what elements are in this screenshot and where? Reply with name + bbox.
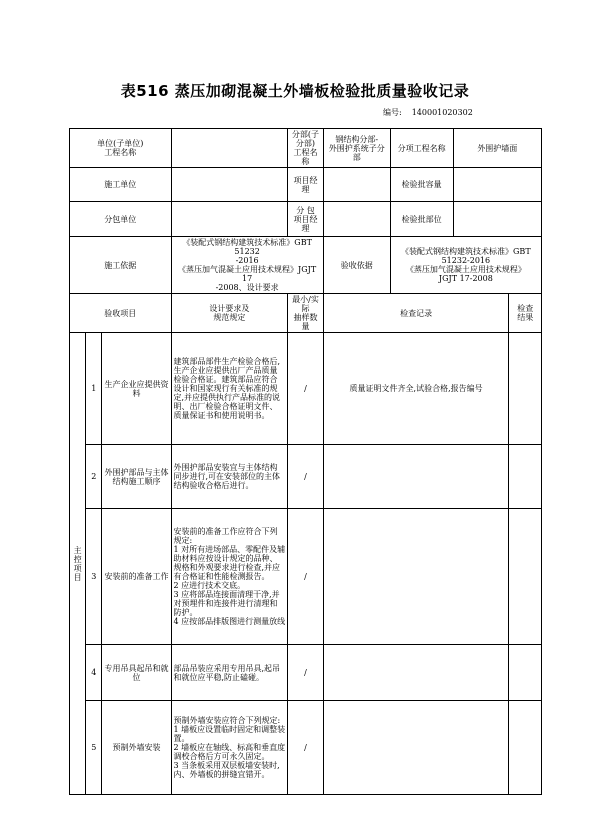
- row-spec: 部品吊装应采用专用吊具,起吊和就位应平稳,防止磕碰。: [171, 645, 288, 701]
- row-number: 3: [86, 509, 102, 645]
- row-spec: 外围护部品安装宜与主体结构同步进行,可在安装部位的主体结构验收合格后进行。: [171, 445, 288, 509]
- column-header-row: [70, 294, 542, 333]
- row-item-name: 外围护部品与主体结构施工顺序: [102, 445, 171, 509]
- col-header-spec: 设计要求及 规范规定: [171, 294, 288, 333]
- row-record[interactable]: 质量证明文件齐全,试验合格,报告编号: [323, 333, 509, 445]
- row-record[interactable]: [323, 445, 509, 509]
- row-number: 4: [86, 645, 102, 701]
- construction-unit-value[interactable]: [171, 168, 288, 202]
- construction-unit-row: [70, 168, 542, 202]
- row-sample[interactable]: /: [288, 509, 324, 645]
- row-result[interactable]: [509, 445, 542, 509]
- row-item-name: 安装前的准备工作: [102, 509, 171, 645]
- row-record[interactable]: [323, 509, 509, 645]
- record-number-label: 编号:: [383, 108, 402, 117]
- basis-row: [70, 237, 542, 294]
- col-header-result: 检查 结果: [509, 294, 542, 333]
- record-number: [383, 107, 483, 118]
- row-item-name: 生产企业应提供资料: [102, 333, 171, 445]
- row-record[interactable]: [323, 701, 509, 795]
- page-title: 表516 蒸压加砌混凝土外墙板检验批质量验收记录: [120, 82, 470, 100]
- table-row: [70, 645, 542, 701]
- row-number: 5: [86, 701, 102, 795]
- project-manager-label: 项目经理: [288, 168, 324, 202]
- row-sample[interactable]: /: [288, 645, 324, 701]
- unit-project-label: 单位(子单位) 工程名称: [70, 129, 172, 168]
- table-row: [70, 445, 542, 509]
- item-project-label: 分项工程名称: [390, 129, 453, 168]
- record-number-value: 140001020302: [411, 108, 473, 117]
- subcontract-unit-label: 分包单位: [70, 202, 172, 237]
- subdivision-label: 分部(子分部) 工程名称: [288, 129, 324, 168]
- row-sample[interactable]: /: [288, 445, 324, 509]
- batch-location-value[interactable]: [453, 202, 541, 237]
- row-spec: 建筑部品部件生产检验合格后,生产企业应提供出厂产品质量检验合格证。建筑部品应符合设计和国家现行有关标准的规定,并应提供执行产品标准的说明、出厂检验合格证明文件、质量保证书和使用说明书。: [171, 333, 288, 445]
- subcontract-manager-value[interactable]: [323, 202, 390, 237]
- subcontract-row: [70, 202, 542, 237]
- project-name-row: [70, 129, 542, 168]
- row-result[interactable]: [509, 333, 542, 445]
- unit-project-value[interactable]: [171, 129, 288, 168]
- project-manager-value[interactable]: [323, 168, 390, 202]
- col-header-item: 验收项目: [70, 294, 172, 333]
- main-control-group-label: 主 控 项 目: [70, 333, 86, 795]
- acceptance-basis-label: 验收依据: [323, 237, 390, 294]
- construction-basis-label: 施工依据: [70, 237, 172, 294]
- inspection-record-table: [69, 128, 542, 795]
- row-record[interactable]: [323, 645, 509, 701]
- row-result[interactable]: [509, 645, 542, 701]
- row-number: 1: [86, 333, 102, 445]
- construction-basis-value: 《装配式钢结构建筑技术标准》GBT 51232 -2016 《蒸压加气混凝土应用技术规程》JGJT 17 -2008、设计要求: [171, 237, 323, 294]
- row-result[interactable]: [509, 509, 542, 645]
- table-row: [70, 333, 542, 445]
- row-spec: 安装前的准备工作应符合下列规定: 1 对所有进场部品、零配件及辅助材料应按设计规定的品种、规格和外观要求进行检查,并应有合格证和性能检测报告。 2 应进行技术交底。 3 应将部品连接面清理干净,并对预埋件和连接件进行清理和防护。 4 应按部品排版图进行测量放线: [171, 509, 288, 645]
- item-project-value[interactable]: 外围护墙面: [453, 129, 541, 168]
- row-result[interactable]: [509, 701, 542, 795]
- batch-capacity-label: 检验批容量: [390, 168, 453, 202]
- row-item-name: 预制外墙安装: [102, 701, 171, 795]
- table-row: [70, 701, 542, 795]
- construction-unit-label: 施工单位: [70, 168, 172, 202]
- row-number: 2: [86, 445, 102, 509]
- subdivision-value[interactable]: 钢结构分部- 外围护系统子分 部: [323, 129, 390, 168]
- row-item-name: 专用吊具起吊和就位: [102, 645, 171, 701]
- row-spec: 预制外墙安装应符合下列规定: 1 墙板应设置临时固定和调整装置。 2 墙板应在轴线、标高和垂直度调校合格后方可永久固定。 3 当条板采用双层板墙安装时,内、外墙板的拼缝宜错开。: [171, 701, 288, 795]
- table-row: [70, 509, 542, 645]
- batch-capacity-value[interactable]: [453, 168, 541, 202]
- col-header-record: 检查记录: [323, 294, 509, 333]
- acceptance-basis-value: 《装配式钢结构建筑技术标准》GBT 51232-2016 《蒸压加气混凝土应用技术规程》 JGJT 17-2008: [390, 237, 541, 294]
- batch-location-label: 检验批部位: [390, 202, 453, 237]
- row-sample[interactable]: /: [288, 701, 324, 795]
- subcontract-unit-value[interactable]: [171, 202, 288, 237]
- col-header-sample: 最小/实际 抽样数量: [288, 294, 324, 333]
- subcontract-manager-label: 分 包 项目经理: [288, 202, 324, 237]
- row-sample[interactable]: /: [288, 333, 324, 445]
